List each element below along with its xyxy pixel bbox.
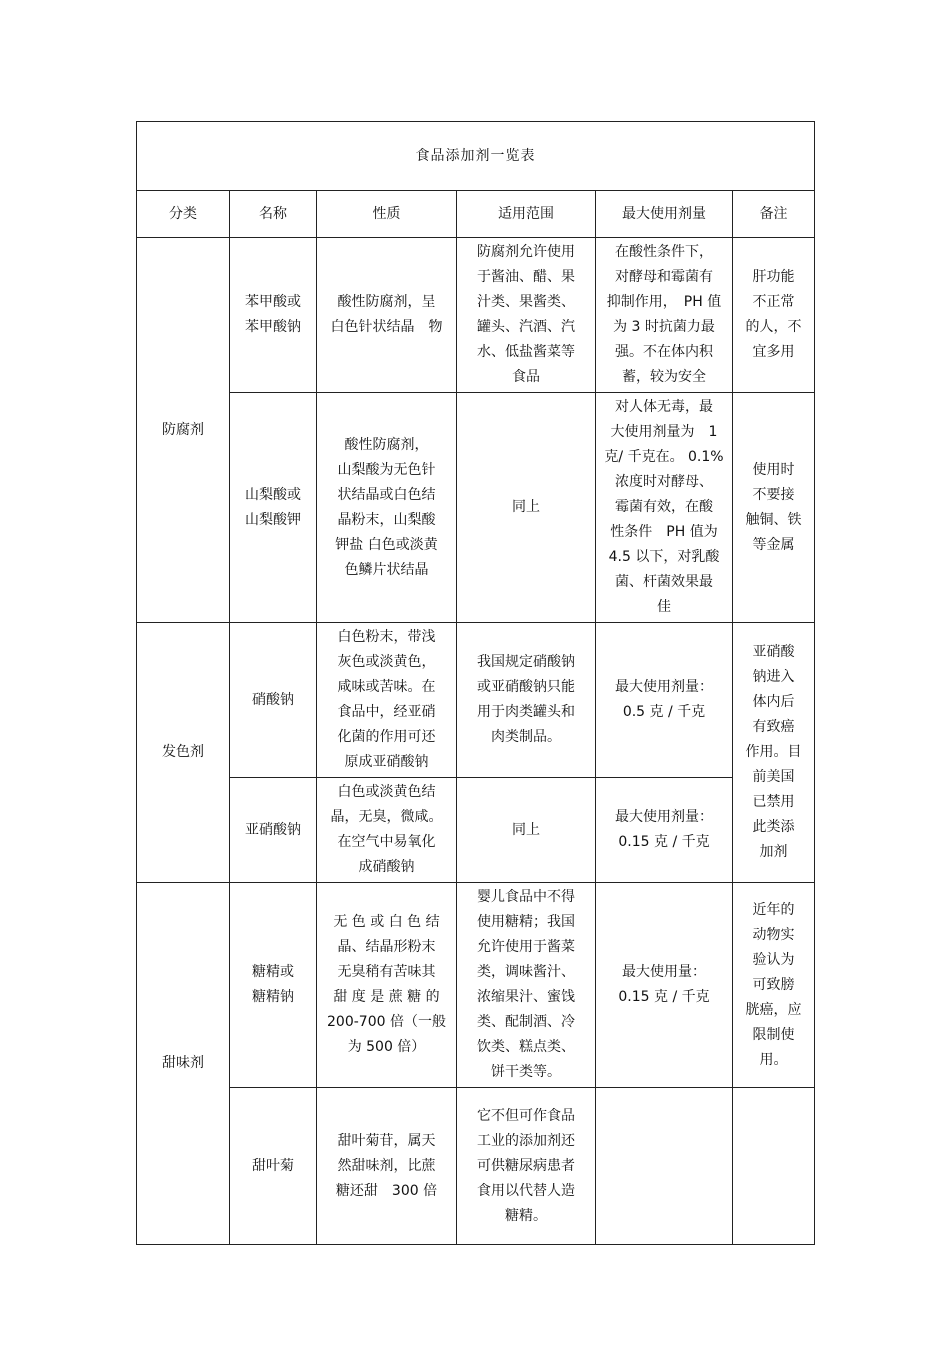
- property-cell: 无 色 或 白 色 结 晶、结晶形粉末 无臭稍有苦味其 甜 度 是 蔗 糖 的 200-700 倍（一般 为 500 倍）: [317, 883, 457, 1088]
- note-cell: 近年的 动物实 验认为 可致膀 胱癌，应 限制使 用。: [733, 883, 815, 1088]
- header-name: 名称: [230, 191, 317, 238]
- note-cell: 使用时 不要接 触铜、铁 等金属: [733, 393, 815, 623]
- scope-cell: 我国规定硝酸钠 或亚硝酸钠只能 用于肉类罐头和 肉类制品。: [457, 623, 596, 778]
- scope-cell: 同上: [457, 778, 596, 883]
- scope-cell: 婴儿食品中不得 使用糖精；我国 允许使用于酱菜 类，调味酱汁、 浓缩果汁、蜜饯 类、配制酒、冷 饮类、糕点类、 饼干类等。: [457, 883, 596, 1088]
- name-cell: 甜叶菊: [230, 1088, 317, 1245]
- header-category: 分类: [137, 191, 230, 238]
- dose-cell: 对人体无毒，最 大使用剂量为 1 克/ 千克在。 0.1% 浓度时对酵母、 霉菌有效，在酸 性条件 PH 值为 4.5 以下，对乳酸 菌、杆菌效果最 佳: [596, 393, 733, 623]
- table-row: [137, 238, 815, 393]
- dose-cell: 在酸性条件下， 对酵母和霉菌有 抑制作用， PH 值 为 3 时抗菌力最 强。不在体内积 蓄，较为安全: [596, 238, 733, 393]
- header-property: 性质: [317, 191, 457, 238]
- property-cell: 甜叶菊苷，属天 然甜味剂，比蔗 糖还甜 300 倍: [317, 1088, 457, 1245]
- scope-cell: 防腐剂允许使用 于酱油、醋、果 汁类、果酱类、 罐头、汽酒、汽 水、低盐酱菜等 食品: [457, 238, 596, 393]
- note-cell: 亚硝酸 钠进入 体内后 有致癌 作用。目 前美国 已禁用 此类添 加剂: [733, 623, 815, 883]
- header-note: 备注: [733, 191, 815, 238]
- note-cell: 肝功能 不正常 的人，不 宜多用: [733, 238, 815, 393]
- table-title: 食品添加剂一览表: [137, 122, 815, 191]
- dose-cell: [596, 1088, 733, 1245]
- table-row: [137, 623, 815, 778]
- scope-cell: 同上: [457, 393, 596, 623]
- scope-cell: 它不但可作食品 工业的添加剂还 可供糖尿病患者 食用以代替人造 糖精。: [457, 1088, 596, 1245]
- additives-table: [136, 121, 815, 1245]
- header-dose: 最大使用剂量: [596, 191, 733, 238]
- name-cell: 亚硝酸钠: [230, 778, 317, 883]
- table-row: [137, 778, 815, 883]
- table-row: [137, 393, 815, 623]
- dose-cell: 最大使用剂量： 0.15 克 / 千克: [596, 778, 733, 883]
- note-cell: [733, 1088, 815, 1245]
- name-cell: 苯甲酸或 苯甲酸钠: [230, 238, 317, 393]
- name-cell: 硝酸钠: [230, 623, 317, 778]
- name-cell: 山梨酸或 山梨酸钾: [230, 393, 317, 623]
- property-cell: 酸性防腐剂， 山梨酸为无色针 状结晶或白色结 晶粉末，山梨酸 钾盐 白色或淡黄 色鳞片状结晶: [317, 393, 457, 623]
- category-cell: 防腐剂: [137, 238, 230, 623]
- dose-cell: 最大使用剂量： 0.5 克 / 千克: [596, 623, 733, 778]
- property-cell: 白色粉末，带浅 灰色或淡黄色， 咸味或苦味。在 食品中，经亚硝 化菌的作用可还 原成亚硝酸钠: [317, 623, 457, 778]
- name-cell: 糖精或 糖精钠: [230, 883, 317, 1088]
- property-cell: 白色或淡黄色结 晶，无臭，微咸。 在空气中易氧化 成硝酸钠: [317, 778, 457, 883]
- category-cell: 发色剂: [137, 623, 230, 883]
- table-row: [137, 883, 815, 1088]
- header-scope: 适用范围: [457, 191, 596, 238]
- table-row: [137, 1088, 815, 1245]
- property-cell: 酸性防腐剂，呈 白色针状结晶 物: [317, 238, 457, 393]
- category-cell: 甜味剂: [137, 883, 230, 1245]
- dose-cell: 最大使用量： 0.15 克 / 千克: [596, 883, 733, 1088]
